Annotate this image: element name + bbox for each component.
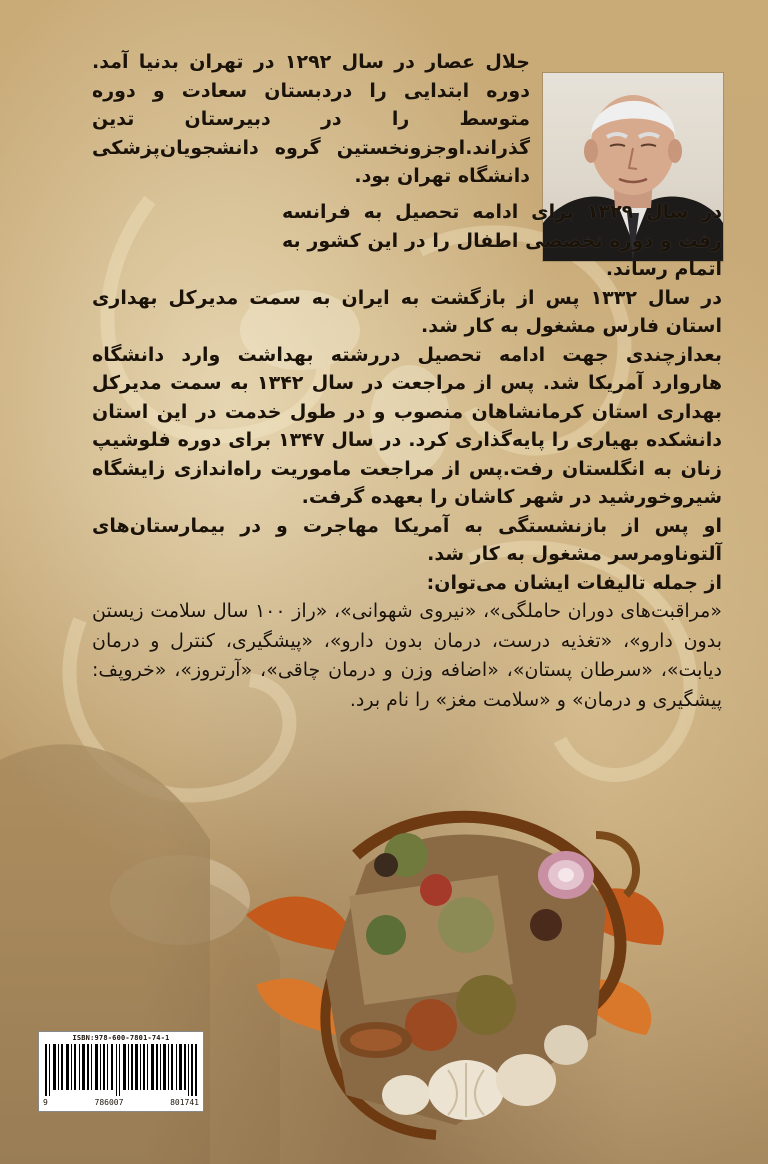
bio-paragraph-harvard: بعدازچندی جهت ادامه تحصیل دررشته بهداشت وارد دانشگاه هاروارد آمریکا شد. پس از مراجعت در سال ۱۳۴۲ به سمت مدیرکل بهداری استان کرمانشاهان منصوب و در طول خدمت در این استان دانشکده بهیاری را پایه‌گذاری کرد. در سال ۱۳۴۷ برای دوره فلوشیپ زنان به انگلستان رفت.پس از مراجعت ماموریت راه‌اندازی زایشگاه شیروخورشید در شهر کاشان را بعهده گرفت.: [92, 343, 722, 508]
bio-paragraph-fars: در سال ۱۳۳۲ پس از بازگشت به ایران به سمت مدیرکل بهداری استان فارس مشغول به کار شد.: [92, 286, 722, 337]
barcode-digit-group-2: 801741: [170, 1098, 199, 1107]
spices-illustration: [236, 795, 676, 1145]
books-list: «مراقبت‌های دوران حاملگی»، «نیروی شهوانی»، «راز ۱۰۰ سال سلامت زیستن بدون دارو»، «تغذیه درست، درمان بدون دارو»، «پیشگیری، کنترل و درمان دیابت»، «سرطان پستان»، «اضافه وزن و درمان چاقی»، «آرتروز»، «خروپف: پیشگیری و درمان» و «سلامت مغز» را نام برد.: [92, 600, 722, 711]
isbn-label: ISBN:978-600-7801-74-1: [72, 1034, 170, 1042]
barcode-bars: [45, 1044, 197, 1096]
bio-paragraph-birth: جلال عصار در سال ۱۲۹۲ در تهران بدنیا آمد. دوره ابتدایی را دردبستان سعادت و دوره متوسط را در دبیرستان تدین گذراند.اوجزونخستین گروه دانشجویان‌پزشکی دانشگاه تهران بود.: [92, 51, 530, 187]
books-intro: از جمله تالیفات ایشان می‌توان:: [426, 571, 722, 594]
bio-main: [92, 198, 722, 715]
bio-paragraph-retirement: او پس از بازنشستگی به آمریکا مهاجرت و در بیمارستان‌های آلتوناومرسر مشغول به کار شد.: [92, 514, 722, 565]
barcode-digit-lead: 9: [43, 1098, 48, 1107]
isbn-barcode: [38, 1031, 204, 1112]
bio-paragraph-france: در سال ۱۳۲۹ برای ادامه تحصیل به فرانسه رفت و دوره تخصصی اطفال را در این کشور به اتمام رساند.: [282, 201, 722, 280]
barcode-digits: [43, 1098, 199, 1107]
bio-intro: [92, 48, 530, 191]
barcode-digit-group-1: 786007: [94, 1098, 124, 1107]
